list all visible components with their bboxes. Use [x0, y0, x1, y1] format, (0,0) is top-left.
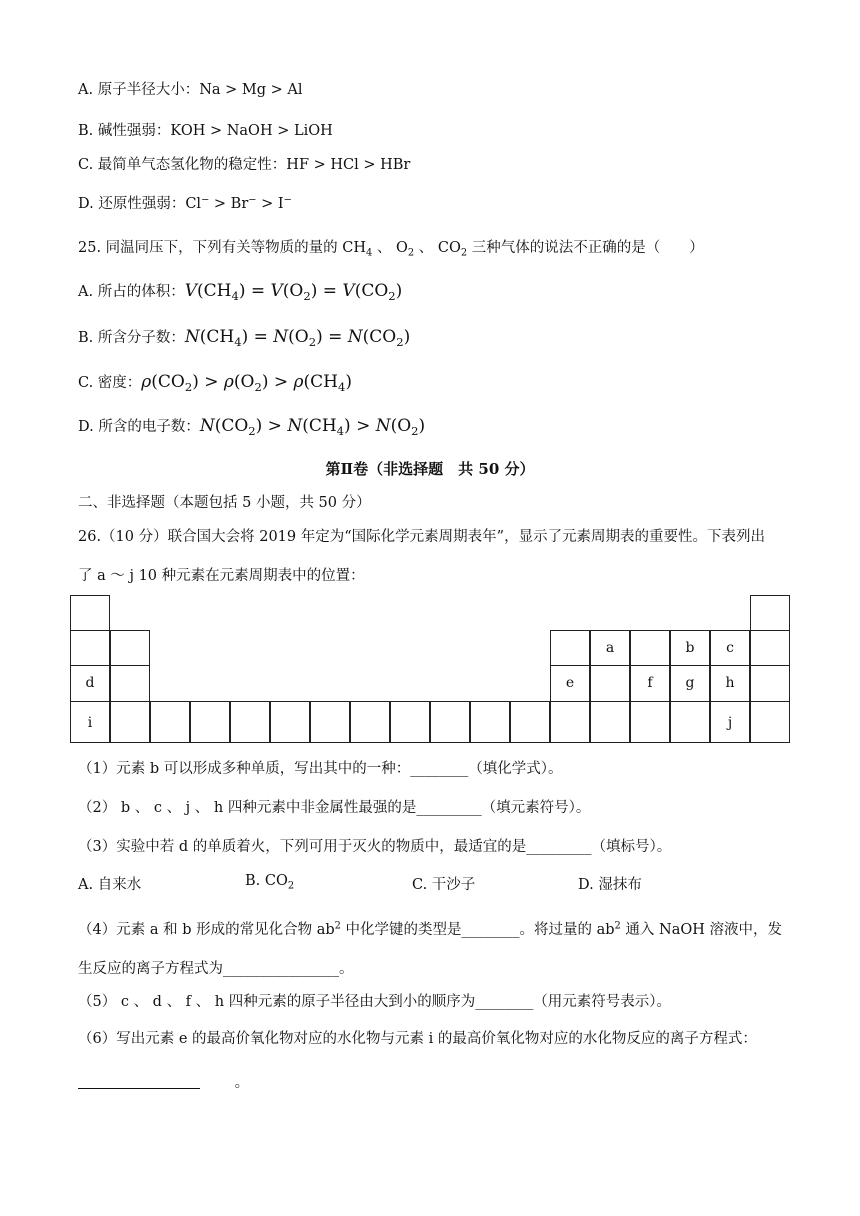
pt-cell [550, 630, 590, 666]
pt-cell-e: e [550, 665, 590, 702]
pt-cell [590, 701, 630, 743]
pt-cell [750, 595, 790, 631]
q26-opt-a: A. 自来水 [78, 877, 142, 893]
q24-option-b: B. 碱性强弱：KOH > NaOH > LiOH [78, 123, 333, 139]
q24-option-a: A. 原子半径大小：Na > Mg > Al [78, 82, 303, 98]
q26-sub4-line2: 生反应的离子方程式为________________。 [78, 961, 354, 977]
q24-option-d: D. 还原性强弱：Cl− > Br− > I− [78, 194, 292, 212]
periodic-table [70, 595, 790, 745]
pt-cell [150, 701, 190, 743]
pt-cell [550, 701, 590, 743]
pt-cell [630, 701, 670, 743]
q25-option-a: A. 所占的体积：$V(CH_4) = V(O_2) = V(CO_2)$ [78, 281, 403, 304]
pt-cell [70, 595, 110, 631]
q26-opt-d: D. 湿抹布 [578, 877, 642, 893]
q26-sub2: （2） b 、 c 、 j 、 h 四种元素中非金属性最强的是_________（填元素符号）。 [78, 800, 591, 816]
pt-cell-f: f [630, 665, 670, 702]
section-part: 二、非选择题（本题包括 5 小题，共 50 分） [78, 495, 371, 511]
pt-cell-j: j [710, 701, 750, 743]
pt-cell-c: c [710, 630, 750, 666]
q25-option-c: C. 密度：$\rho(CO_2) > \rho(O_2) > \rho(CH_4)$ [78, 372, 353, 395]
pt-cell [510, 701, 550, 743]
pt-cell-a: a [590, 630, 630, 666]
q26-sub4-line1: （4）元素 a 和 b 形成的常见化合物 $ab^2$ 中化学键的类型是________。将过量的 $ab^2$ 通入 NaOH 溶液中，发 [78, 920, 783, 938]
q26-sub1: （1）元素 b 可以形成多种单质，写出其中的一种：________（填化学式）。 [78, 761, 563, 777]
pt-cell [190, 701, 230, 743]
q26-opt-b: B. $CO_2$ [245, 873, 295, 892]
pt-cell [110, 630, 150, 666]
pt-cell [110, 701, 150, 743]
pt-cell [590, 665, 630, 702]
pt-cell [350, 701, 390, 743]
pt-cell [470, 701, 510, 743]
pt-cell [750, 701, 790, 743]
q26-sub3-options [78, 873, 778, 893]
q26-sub6: （6）写出元素 e 的最高价氧化物对应的水化物与元素 i 的最高价氧化物对应的水化物反应的离子方程式： [78, 1031, 757, 1047]
section-title: 第Ⅱ卷（非选择题 共 50 分） [325, 460, 535, 478]
pt-cell-d: d [70, 665, 110, 702]
pt-cell [230, 701, 270, 743]
answer-blank [78, 1074, 200, 1089]
q25-stem: 25. 同温同压下，下列有关等物质的量的 $CH_4$ 、 $O_2$ 、 $CO_2$ 三种气体的说法不正确的是（ ） [78, 240, 704, 259]
q26-sub3: （3）实验中若 d 的单质着火，下列可用于灭火的物质中，最适宜的是_________（填标号）。 [78, 839, 672, 855]
q25-option-d: D. 所含的电子数：$N(CO_2) > N(CH_4) > N(O_2)$ [78, 416, 426, 439]
pt-cell [670, 701, 710, 743]
q25-option-b: B. 所含分子数：$N(CH_4) = N(O_2) = N(CO_2)$ [78, 327, 411, 350]
pt-cell [430, 701, 470, 743]
pt-cell [70, 630, 110, 666]
pt-cell [750, 630, 790, 666]
pt-cell [630, 630, 670, 666]
q26-sub6-answer-line: 。 [78, 1071, 249, 1092]
pt-cell-h: h [710, 665, 750, 702]
pt-cell [310, 701, 350, 743]
pt-cell [270, 701, 310, 743]
pt-cell [390, 701, 430, 743]
q26-intro-line2: 了 a ～ j 10 种元素在元素周期表中的位置： [78, 568, 365, 584]
pt-cell [750, 665, 790, 702]
q24-option-c: C. 最简单气态氢化物的稳定性：HF > HCl > HBr [78, 157, 411, 173]
pt-cell-g: g [670, 665, 710, 702]
pt-cell-i: i [70, 701, 110, 743]
pt-cell [110, 665, 150, 702]
q26-sub5: （5） c 、 d 、 f 、 h 四种元素的原子半径由大到小的顺序为________（用元素符号表示）。 [78, 994, 671, 1010]
pt-cell-b: b [670, 630, 710, 666]
q26-intro-line1: 26.（10 分）联合国大会将 2019 年定为“国际化学元素周期表年”，显示了元素周期表的重要性。下表列出 [78, 529, 766, 545]
q26-opt-c: C. 干沙子 [412, 877, 476, 893]
